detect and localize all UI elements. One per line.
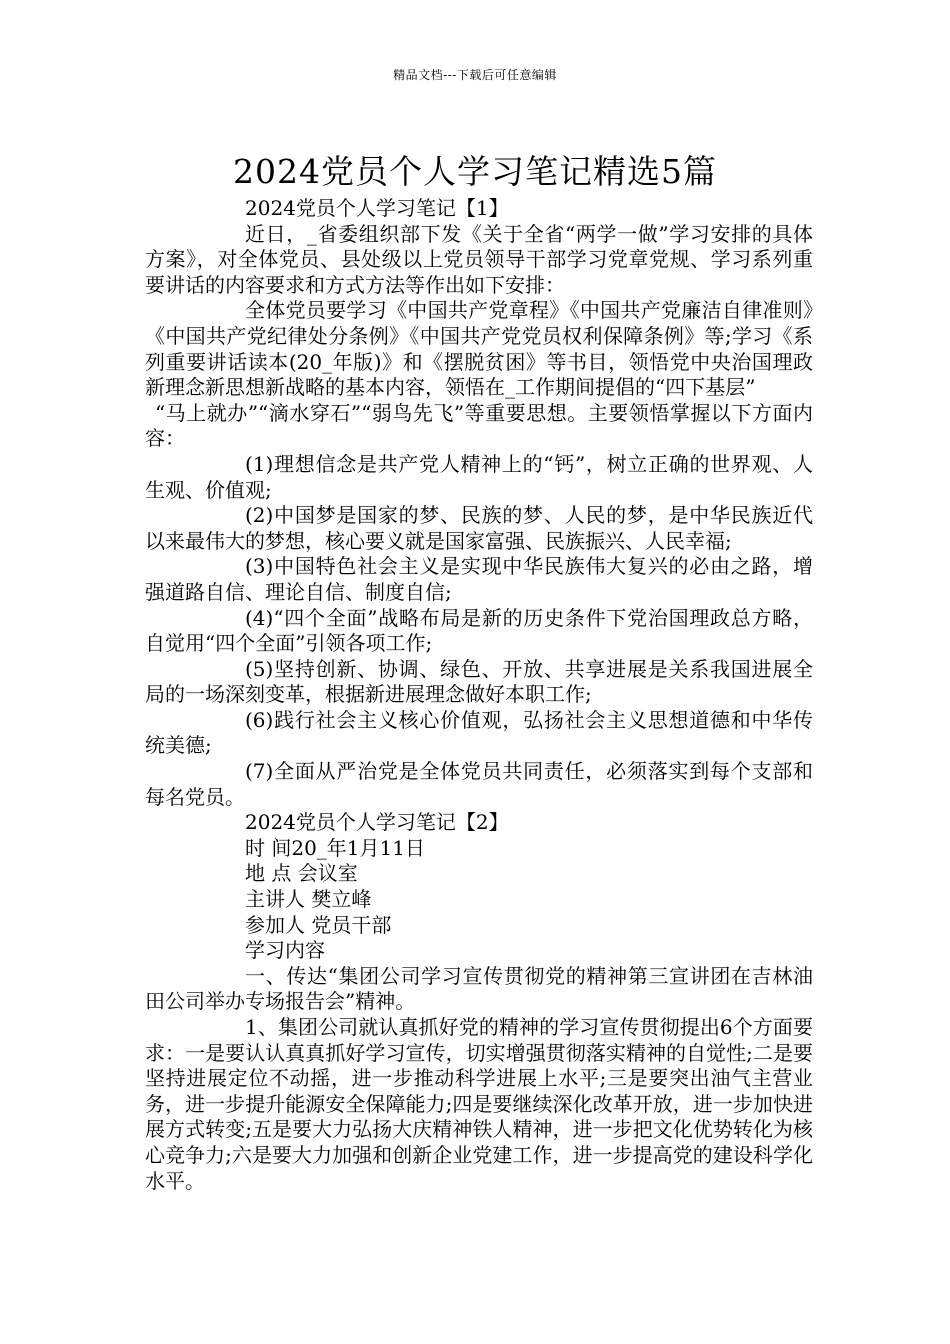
section-1-list-item: (4)“四个全面”战略布局是新的历史条件下党治国理政总方略，自觉用“四个全面”引领各项工作; [145, 605, 813, 656]
meeting-time: 时 间20_年1月11日 [245, 835, 425, 860]
section-1-paragraph: 全体党员要学习《中国共产党章程》《中国共产党廉洁自律准则》《中国共产党纪律处分条例》《中国共产党党员权利保障条例》等;学习《系列重要讲话读本(20_年版)》和《摆脱贫困》等书目，领悟党中央治国理政新理念新思想新战略的基本内容，领悟在_工作期间提倡的“四下基层” [145, 298, 813, 400]
section-1-paragraph: “马上就办”“滴水穿石”“弱鸟先飞”等重要思想。主要领悟掌握以下方面内容： [145, 400, 813, 451]
document-title: 2024党员个人学习笔记精选5篇 [233, 152, 717, 192]
meeting-speaker: 主讲人 樊立峰 [245, 887, 372, 912]
meeting-attendees: 参加人 党员干部 [245, 912, 392, 937]
section-1-list-item: (5)坚持创新、协调、绿色、开放、共享进展是关系我国进展全局的一场深刻变革，根据新进展理念做好本职工作; [145, 656, 813, 707]
page-header-note: 精品文档---下载后可任意编辑 [393, 68, 557, 82]
section-2-heading: 2024党员个人学习笔记【2】 [245, 810, 509, 835]
section-1-heading: 2024党员个人学习笔记【1】 [245, 196, 509, 220]
section-1-list-item: (6)践行社会主义核心价值观，弘扬社会主义思想道德和中华传统美德; [145, 707, 813, 758]
section-2-paragraph: 1、集团公司就认真抓好党的精神的学习宣传贯彻提出6个方面要求：一是要认认真真抓好学习宣传，切实增强贯彻落实精神的自觉性;二是要坚持进展定位不动摇，进一步推动科学进展上水平;三是要突出油气主营业务，进一步提升能源安全保障能力;四是要继续深化改革开放，进一步加快进展方式转变;五是要大力弘扬大庆精神铁人精神，进一步把文化优势转化为核心竞争力;六是要大力加强和创新企业党建工作，进一步提高党的建设科学化水平。 [145, 1015, 813, 1193]
section-1-list-item: (1)理想信念是共产党人精神上的“钙”，树立正确的世界观、人生观、价值观; [145, 451, 813, 502]
section-1-list-item: (7)全面从严治党是全体党员共同责任，必须落实到每个支部和每名党员。 [145, 759, 813, 809]
section-1-list-item: (3)中国特色社会主义是实现中华民族伟大复兴的必由之路，增强道路自信、理论自信、制度自信; [145, 554, 813, 604]
document-body [145, 196, 813, 1194]
section-1-list-item: (2)中国梦是国家的梦、民族的梦、人民的梦，是中华民族近代以来最伟大的梦想，核心要义就是国家富强、民族振兴、人民幸福; [145, 503, 813, 553]
section-1-paragraph: 近日，_省委组织部下发《关于全省“两学一做”学习安排的具体方案》，对全体党员、县处级以上党员领导干部学习党章党规、学习系列重要讲话的内容要求和方式方法等作出如下安排： [145, 221, 813, 297]
meeting-content-label: 学习内容 [245, 938, 325, 963]
meeting-place: 地 点 会议室 [245, 861, 358, 886]
section-2-paragraph: 一、传达“集团公司学习宣传贯彻党的精神第三宣讲团在吉林油田公司举办专场报告会”精神。 [145, 963, 813, 1014]
